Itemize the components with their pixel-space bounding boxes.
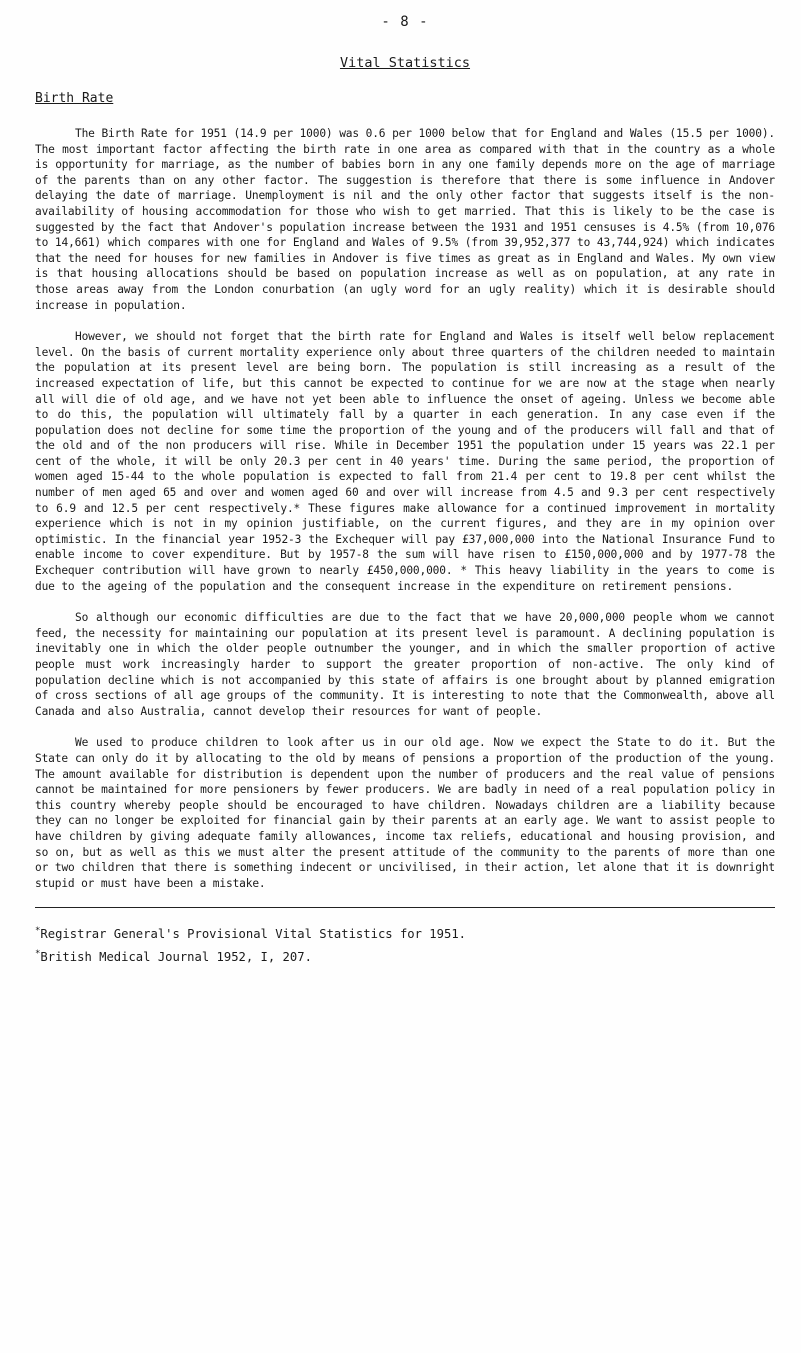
paragraph: So although our economic difficulties are due to the fact that we have 20,000,000 people whom we cannot feed, the necessity for maintaining our population at its present level is paramount. A declining population is inevitably one in which the older people outnumber the younger, and in which the smaller proportion of active people must work increasingly harder to support the greater proportion of non-active. The only kind of population decline which is not accompanied by this state of affairs is one brought about by planned emigration of cross sections of all age groups of the community. It is interesting to note that the Commonwealth, above all Canada and also Australia, cannot develop their resources for want of people. (35, 611, 775, 718)
footnote-mark: * (35, 926, 41, 937)
page-number: - 8 - (381, 14, 429, 30)
footnote (35, 944, 775, 967)
page-title: Vital Statistics (339, 55, 471, 71)
footnote-text: British Medical Journal 1952, I, 207. (40, 950, 312, 965)
paragraph: However, we should not forget that the birth rate for England and Wales is itself well below replacement level. On the basis of current mortality experience only about three quarters of the children needed to maintain the population at its present level are being born. The population is still increasing as a result of the increased expectation of life, but this cannot be expected to continue for we are now at the stage when nearly all will die of old age, and we have not yet been able to influence the onset of ageing. Unless we become able to do this, the population will ultimately fall by a quarter in each generation. In any case even if the population does not decline for some time the proportion of the young and of the producers will fall and that of the old and of the non producers will rise. While in December 1951 the population under 15 years was 22.1 per cent of the whole, it will be only 20.3 per cent in 40 years' time. During the same period, the proportion of women aged 15-44 to the whole population is expected to fall from 21.4 per cent to 19.8 per cent whilst the number of men aged 65 and over and women aged 60 and over will increase from 4.5 and 9.3 per cent respectively to 6.9 and 12.5 per cent respectively.* These figures make allowance for a continued improvement in mortality experience which is not in my opinion justifiable, on the current figures, and they are in my opinion over optimistic. In the financial year 1952-3 the Exchequer will pay £37,000,000 into the National Insurance Fund to enable income to cover expenditure. But by 1957-8 the sum will have risen to £150,000,000 and by 1977-78 the Exchequer contribution will have grown to nearly £450,000,000. * This heavy liability in the years to come is due to the ageing of the population and the consequent increase in the expenditure on retirement pensions. (35, 330, 775, 593)
paragraph: The Birth Rate for 1951 (14.9 per 1000) was 0.6 per 1000 below that for England and Wales (15.5 per 1000). The most important factor affecting the birth rate in one area as compared with that in the country as a whole is opportunity for marriage, as the number of babies born in any one family depends more on the age of marriage of the parents than on any other factor. The suggestion is therefore that there is some influence in Andover delaying the date of marriage. Unemployment is nil and the only other factor that suggests itself is the non-availability of housing accommodation for those who wish to get married. That this is likely to be the case is suggested by the fact that Andover's population increase between the 1931 and 1951 censuses is 4.5% (from 10,076 to 14,661) which compares with one for England and Wales of 9.5% (from 39,952,377 to 43,744,924) which indicates that the need for houses for new families in Andover is five times as great as in England and Wales. My own view is that housing allocations should be based on population increase as well as on population, at any rate in those areas away from the London conurbation (an ugly word for an ugly reality) which it is desirable should increase in population. (35, 127, 775, 312)
footnote (35, 921, 775, 944)
footnote-text: Registrar General's Provisional Vital Statistics for 1951. (40, 927, 466, 942)
footnote-mark: * (35, 949, 41, 960)
paragraph: We used to produce children to look after us in our old age. Now we expect the State to do it. But the State can only do it by allocating to the old by means of pensions a proportion of the production of the young. The amount available for distribution is dependent upon the number of producers and the real value of pensions cannot be maintained for more pensioners by fewer producers. We are badly in need of a real population policy in this country whereby people should be encouraged to have children. Nowadays children are a liability because they can no longer be exploited for financial gain by their parents at an early age. We want to assist people to have children by giving adequate family allowances, income tax reliefs, educational and housing provision, and so on, but as well as this we must alter the present attitude of the community to the parents of more than one or two children that there is something indecent or uncivilised, in their action, let alone that it is downright stupid or must have been a mistake. (35, 736, 775, 890)
footnote-divider (35, 907, 775, 908)
footnotes (35, 921, 775, 967)
section-heading: Birth Rate (35, 91, 114, 106)
